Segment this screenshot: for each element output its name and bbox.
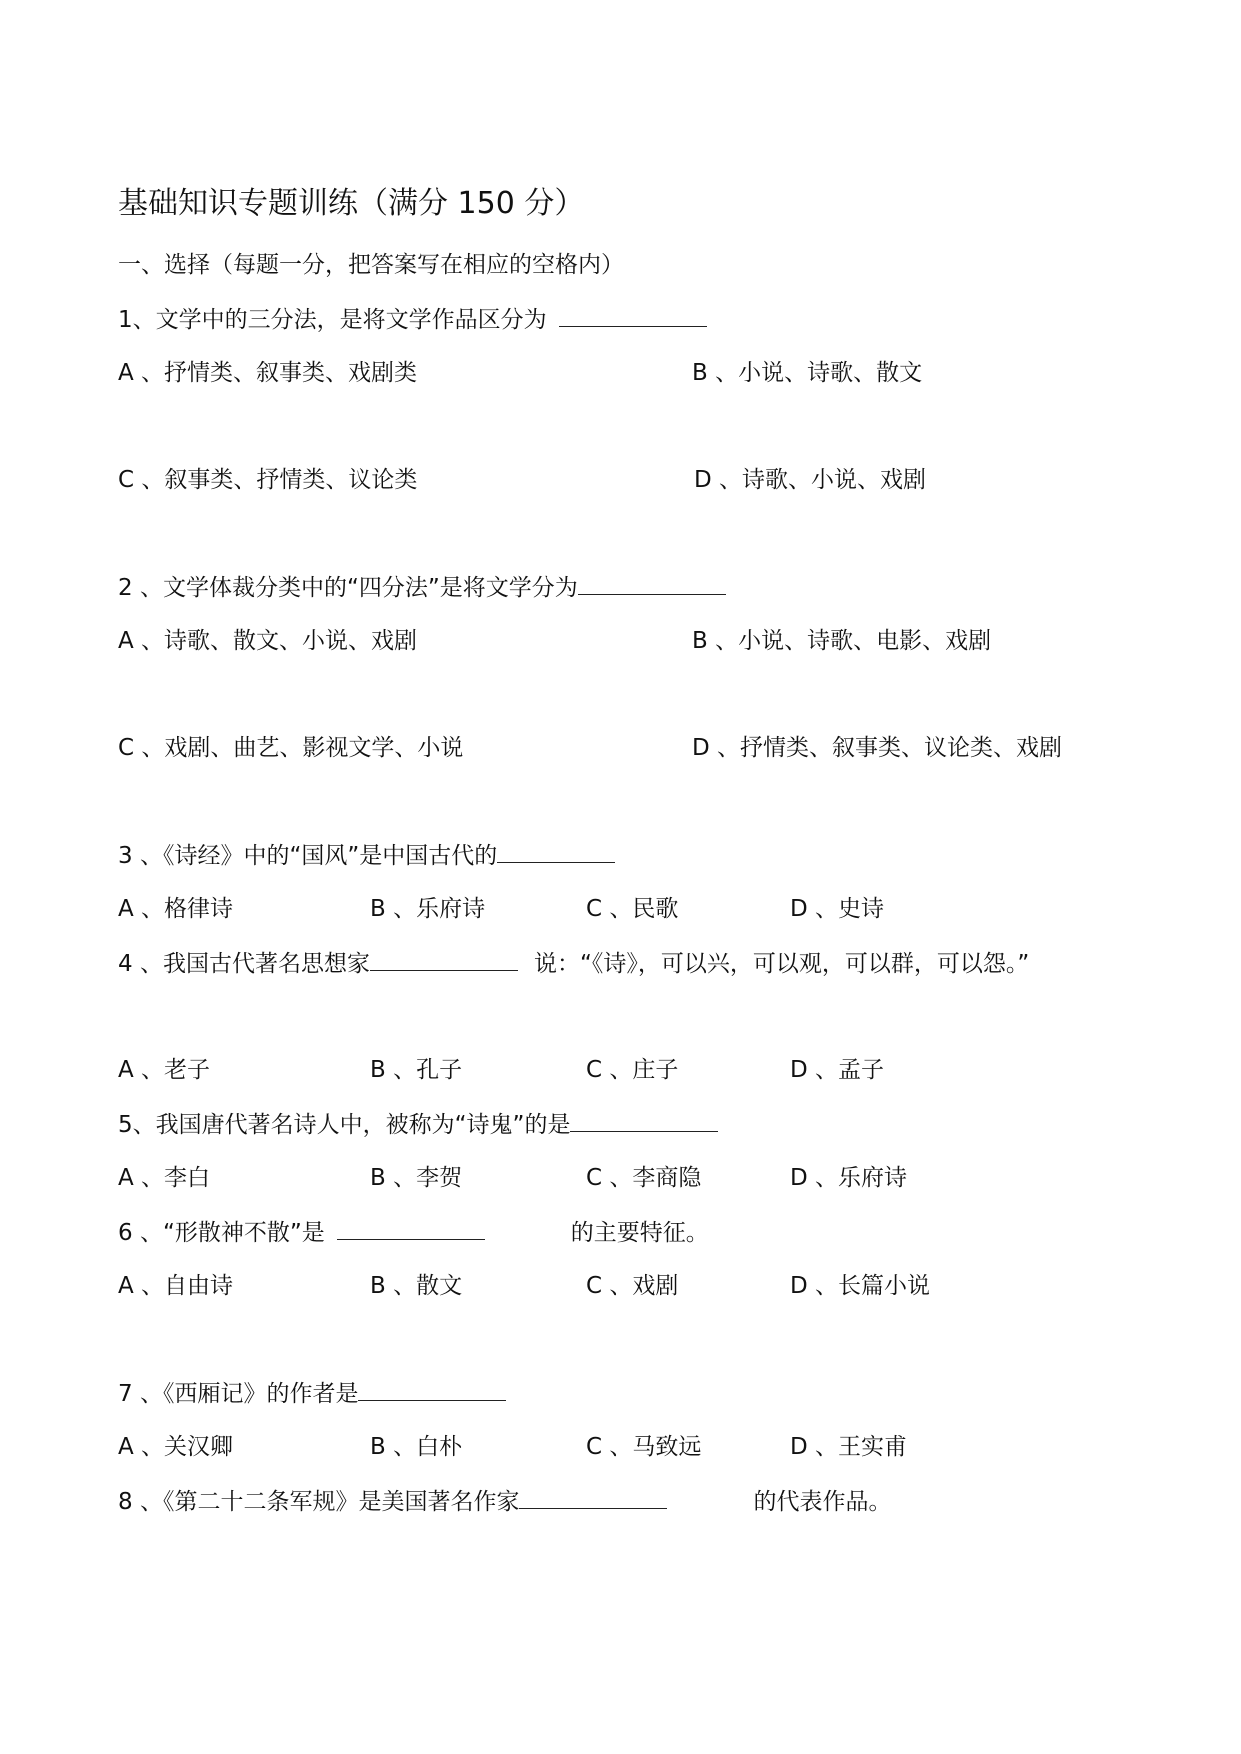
question-text: 7 、《西厢记》的作者是 [118, 1381, 359, 1407]
question-3 [118, 840, 615, 871]
question-text: 8 、《第二十二条军规》是美国著名作家 [118, 1489, 520, 1515]
question-text-after: 的主要特征。 [570, 1220, 709, 1246]
option-a[interactable]: A 、李白 [118, 1165, 211, 1191]
question-2 [118, 572, 726, 603]
question-text: 3 、《诗经》中的“国风”是中国古代的 [118, 843, 498, 869]
option-b[interactable]: B 、小说、诗歌、电影、戏剧 [692, 628, 992, 654]
question-text-after: 的代表作品。 [753, 1489, 892, 1515]
answer-blank[interactable] [519, 1486, 667, 1509]
option-a[interactable]: A 、关汉卿 [118, 1434, 234, 1460]
answer-blank[interactable] [570, 1109, 718, 1132]
option-a[interactable]: A 、诗歌、散文、小说、戏剧 [118, 628, 418, 654]
question-5 [118, 1109, 718, 1140]
answer-blank[interactable] [497, 840, 615, 863]
option-b[interactable]: B 、孔子 [370, 1057, 463, 1083]
option-d[interactable]: D 、长篇小说 [790, 1273, 931, 1299]
question-1 [118, 304, 707, 335]
option-b[interactable]: B 、乐府诗 [370, 896, 486, 922]
option-b[interactable]: B 、散文 [370, 1273, 463, 1299]
answer-blank[interactable] [358, 1378, 506, 1401]
section-heading: 一、选择（每题一分，把答案写在相应的空格内） [118, 252, 624, 278]
option-d[interactable]: D 、史诗 [790, 896, 885, 922]
option-d[interactable]: D 、抒情类、叙事类、议论类、戏剧 [692, 735, 1063, 761]
option-c[interactable]: C 、庄子 [586, 1057, 679, 1083]
question-8 [118, 1486, 891, 1517]
option-b[interactable]: B 、李贺 [370, 1165, 463, 1191]
option-a[interactable]: A 、老子 [118, 1057, 211, 1083]
option-a[interactable]: A 、格律诗 [118, 896, 234, 922]
answer-blank[interactable] [370, 948, 518, 971]
answer-blank[interactable] [337, 1217, 485, 1240]
option-d[interactable]: D 、乐府诗 [790, 1165, 908, 1191]
option-b[interactable]: B 、小说、诗歌、散文 [692, 360, 923, 386]
page-title: 基础知识专题训练（满分 150 分） [118, 186, 585, 221]
option-a[interactable]: A 、自由诗 [118, 1273, 234, 1299]
option-c[interactable]: C 、叙事类、抒情类、议论类 [118, 467, 418, 493]
answer-blank[interactable] [559, 304, 707, 327]
option-b[interactable]: B 、白朴 [370, 1434, 463, 1460]
question-4 [118, 948, 1029, 979]
question-text: 6 、“形散神不散”是 [118, 1220, 325, 1246]
question-text: 2 、文学体裁分类中的“四分法”是将文学分为 [118, 575, 578, 601]
option-d[interactable]: D 、王实甫 [790, 1434, 908, 1460]
question-text-after: 说：“《诗》，可以兴，可以观，可以群，可以怨。” [533, 951, 1030, 977]
option-c[interactable]: C 、民歌 [586, 896, 679, 922]
option-c[interactable]: C 、李商隐 [586, 1165, 702, 1191]
option-c[interactable]: C 、戏剧、曲艺、影视文学、小说 [118, 735, 464, 761]
option-a[interactable]: A 、抒情类、叙事类、戏剧类 [118, 360, 418, 386]
question-text: 5、我国唐代著名诗人中，被称为“诗鬼”的是 [118, 1112, 571, 1138]
option-c[interactable]: C 、马致远 [586, 1434, 702, 1460]
answer-blank[interactable] [578, 572, 726, 595]
question-7 [118, 1378, 506, 1409]
question-text: 1、文学中的三分法，是将文学作品区分为 [118, 307, 547, 333]
question-6 [118, 1217, 709, 1248]
question-text: 4 、我国古代著名思想家 [118, 951, 370, 977]
option-c[interactable]: C 、戏剧 [586, 1273, 679, 1299]
option-d[interactable]: D 、孟子 [790, 1057, 885, 1083]
option-d[interactable]: D 、诗歌、小说、戏剧 [694, 467, 927, 493]
